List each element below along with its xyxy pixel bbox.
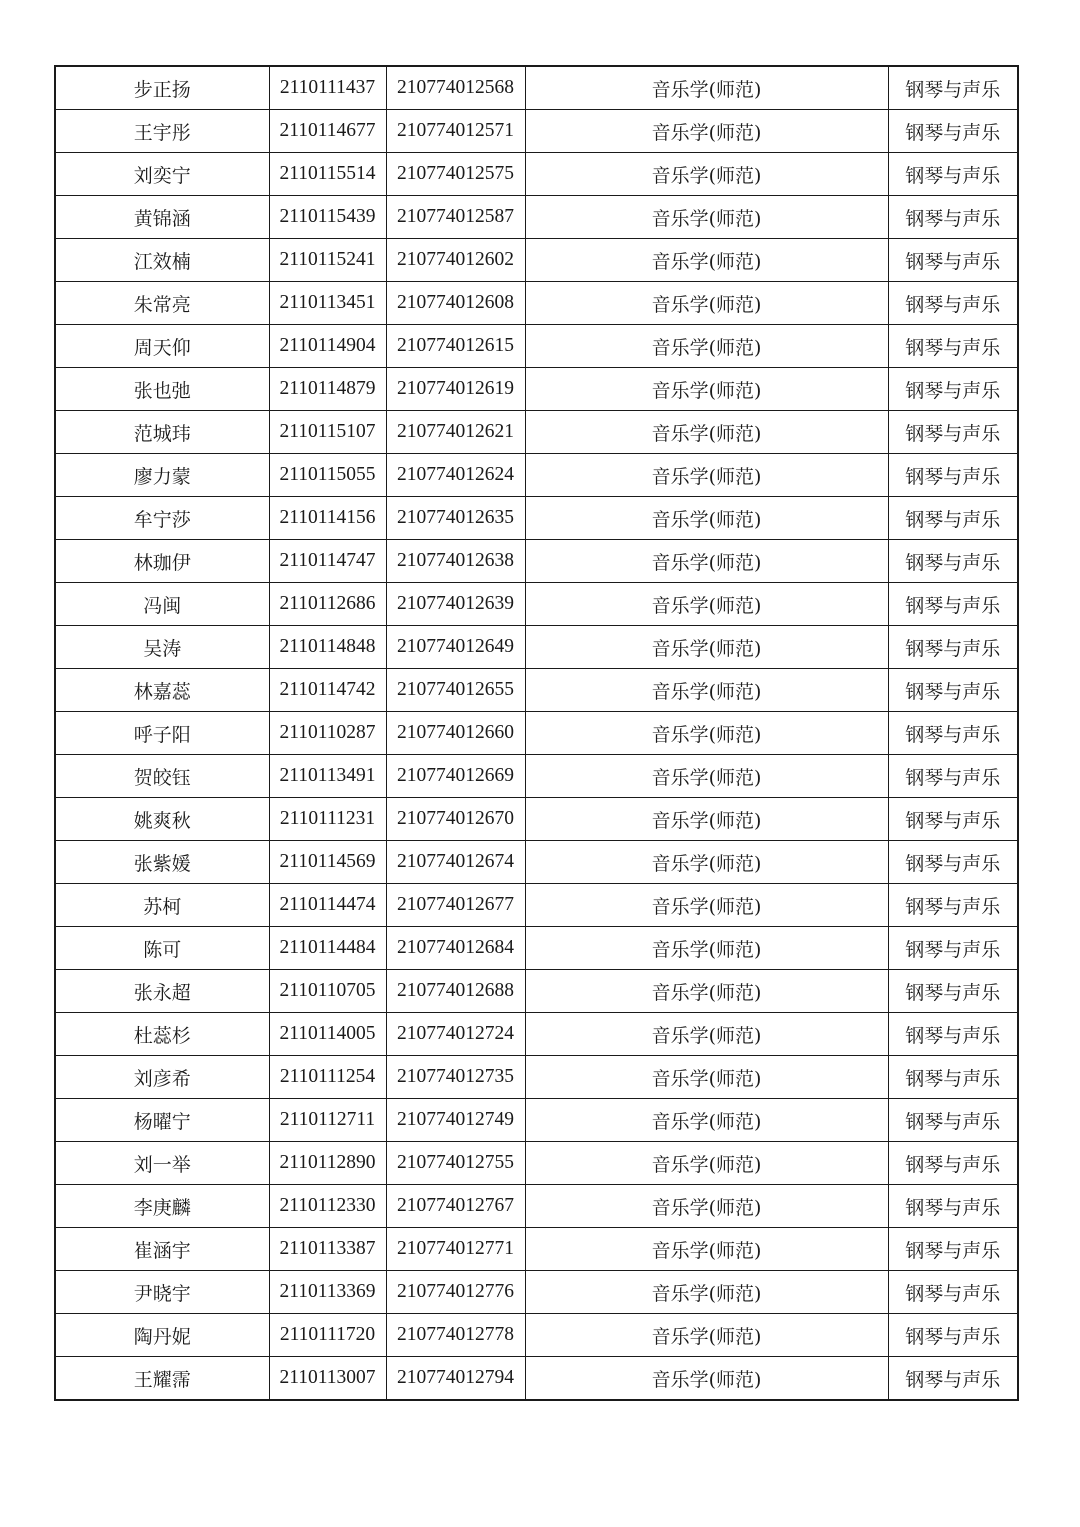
major-cell: 音乐学(师范)	[525, 239, 888, 282]
exam-number-cell: 2110115241	[269, 239, 386, 282]
candidate-number-cell: 210774012684	[386, 927, 525, 970]
table-row	[55, 626, 1018, 669]
direction-cell: 钢琴与声乐	[888, 669, 1018, 712]
major-cell: 音乐学(师范)	[525, 798, 888, 841]
candidate-number-cell: 210774012615	[386, 325, 525, 368]
candidate-number-cell: 210774012755	[386, 1142, 525, 1185]
major-cell: 音乐学(师范)	[525, 1099, 888, 1142]
table-row	[55, 1271, 1018, 1314]
major-cell: 音乐学(师范)	[525, 927, 888, 970]
candidate-number-cell: 210774012619	[386, 368, 525, 411]
table-row	[55, 884, 1018, 927]
direction-cell: 钢琴与声乐	[888, 325, 1018, 368]
major-cell: 音乐学(师范)	[525, 196, 888, 239]
direction-cell: 钢琴与声乐	[888, 970, 1018, 1013]
major-cell: 音乐学(师范)	[525, 884, 888, 927]
major-cell: 音乐学(师范)	[525, 626, 888, 669]
major-cell: 音乐学(师范)	[525, 110, 888, 153]
direction-cell: 钢琴与声乐	[888, 1357, 1018, 1401]
exam-number-cell: 2110112890	[269, 1142, 386, 1185]
student-name-cell: 冯闽	[55, 583, 269, 626]
student-name-cell: 刘彦希	[55, 1056, 269, 1099]
exam-number-cell: 2110114742	[269, 669, 386, 712]
table-row	[55, 368, 1018, 411]
table-row	[55, 66, 1018, 110]
candidate-number-cell: 210774012624	[386, 454, 525, 497]
table-row	[55, 1056, 1018, 1099]
candidate-number-cell: 210774012724	[386, 1013, 525, 1056]
table-row	[55, 798, 1018, 841]
table-row	[55, 239, 1018, 282]
direction-cell: 钢琴与声乐	[888, 1099, 1018, 1142]
direction-cell: 钢琴与声乐	[888, 110, 1018, 153]
student-name-cell: 牟宁莎	[55, 497, 269, 540]
direction-cell: 钢琴与声乐	[888, 583, 1018, 626]
table-row	[55, 1357, 1018, 1401]
candidate-number-cell: 210774012587	[386, 196, 525, 239]
student-name-cell: 王宇彤	[55, 110, 269, 153]
major-cell: 音乐学(师范)	[525, 1271, 888, 1314]
student-name-cell: 吴涛	[55, 626, 269, 669]
direction-cell: 钢琴与声乐	[888, 1056, 1018, 1099]
exam-number-cell: 2110114879	[269, 368, 386, 411]
direction-cell: 钢琴与声乐	[888, 239, 1018, 282]
major-cell: 音乐学(师范)	[525, 368, 888, 411]
table-row	[55, 1314, 1018, 1357]
exam-number-cell: 2110110705	[269, 970, 386, 1013]
major-cell: 音乐学(师范)	[525, 1314, 888, 1357]
candidate-number-cell: 210774012670	[386, 798, 525, 841]
student-name-cell: 呼子阳	[55, 712, 269, 755]
student-name-cell: 黄锦涵	[55, 196, 269, 239]
major-cell: 音乐学(师范)	[525, 1142, 888, 1185]
direction-cell: 钢琴与声乐	[888, 540, 1018, 583]
student-name-cell: 林嘉蕊	[55, 669, 269, 712]
exam-number-cell: 2110114848	[269, 626, 386, 669]
major-cell: 音乐学(师范)	[525, 411, 888, 454]
table-row	[55, 841, 1018, 884]
candidate-number-cell: 210774012776	[386, 1271, 525, 1314]
direction-cell: 钢琴与声乐	[888, 1013, 1018, 1056]
candidate-number-cell: 210774012575	[386, 153, 525, 196]
candidate-number-cell: 210774012571	[386, 110, 525, 153]
student-name-cell: 尹晓宇	[55, 1271, 269, 1314]
candidate-number-cell: 210774012677	[386, 884, 525, 927]
major-cell: 音乐学(师范)	[525, 1056, 888, 1099]
exam-number-cell: 2110111720	[269, 1314, 386, 1357]
student-name-cell: 张也弛	[55, 368, 269, 411]
exam-number-cell: 2110114484	[269, 927, 386, 970]
direction-cell: 钢琴与声乐	[888, 454, 1018, 497]
student-name-cell: 周天仰	[55, 325, 269, 368]
direction-cell: 钢琴与声乐	[888, 196, 1018, 239]
candidate-number-cell: 210774012674	[386, 841, 525, 884]
exam-number-cell: 2110115514	[269, 153, 386, 196]
exam-number-cell: 2110114156	[269, 497, 386, 540]
direction-cell: 钢琴与声乐	[888, 497, 1018, 540]
candidate-number-cell: 210774012568	[386, 66, 525, 110]
direction-cell: 钢琴与声乐	[888, 927, 1018, 970]
student-name-cell: 江效楠	[55, 239, 269, 282]
candidate-number-cell: 210774012778	[386, 1314, 525, 1357]
table-row	[55, 454, 1018, 497]
exam-number-cell: 2110114677	[269, 110, 386, 153]
table-row	[55, 110, 1018, 153]
student-name-cell: 陈可	[55, 927, 269, 970]
major-cell: 音乐学(师范)	[525, 282, 888, 325]
exam-number-cell: 2110114904	[269, 325, 386, 368]
student-name-cell: 姚爽秋	[55, 798, 269, 841]
exam-number-cell: 2110114747	[269, 540, 386, 583]
student-name-cell: 杨曜宁	[55, 1099, 269, 1142]
student-name-cell: 步正扬	[55, 66, 269, 110]
exam-number-cell: 2110115439	[269, 196, 386, 239]
major-cell: 音乐学(师范)	[525, 540, 888, 583]
direction-cell: 钢琴与声乐	[888, 841, 1018, 884]
table-row	[55, 927, 1018, 970]
exam-number-cell: 2110115055	[269, 454, 386, 497]
direction-cell: 钢琴与声乐	[888, 1228, 1018, 1271]
major-cell: 音乐学(师范)	[525, 1228, 888, 1271]
table-row	[55, 325, 1018, 368]
exam-number-cell: 2110111437	[269, 66, 386, 110]
major-cell: 音乐学(师范)	[525, 669, 888, 712]
candidate-number-cell: 210774012621	[386, 411, 525, 454]
student-name-cell: 张紫媛	[55, 841, 269, 884]
table-row	[55, 1185, 1018, 1228]
student-name-cell: 苏柯	[55, 884, 269, 927]
candidate-number-cell: 210774012602	[386, 239, 525, 282]
student-name-cell: 崔涵宇	[55, 1228, 269, 1271]
candidate-number-cell: 210774012767	[386, 1185, 525, 1228]
student-name-cell: 朱常亮	[55, 282, 269, 325]
table-row	[55, 411, 1018, 454]
major-cell: 音乐学(师范)	[525, 454, 888, 497]
direction-cell: 钢琴与声乐	[888, 411, 1018, 454]
table-row	[55, 1013, 1018, 1056]
student-name-cell: 陶丹妮	[55, 1314, 269, 1357]
candidate-number-cell: 210774012655	[386, 669, 525, 712]
candidate-number-cell: 210774012735	[386, 1056, 525, 1099]
candidate-number-cell: 210774012771	[386, 1228, 525, 1271]
candidate-number-cell: 210774012688	[386, 970, 525, 1013]
table-row	[55, 1099, 1018, 1142]
exam-number-cell: 2110112686	[269, 583, 386, 626]
table-row	[55, 1228, 1018, 1271]
candidate-number-cell: 210774012660	[386, 712, 525, 755]
major-cell: 音乐学(师范)	[525, 755, 888, 798]
table-row	[55, 282, 1018, 325]
major-cell: 音乐学(师范)	[525, 1013, 888, 1056]
student-name-cell: 王耀霈	[55, 1357, 269, 1401]
direction-cell: 钢琴与声乐	[888, 712, 1018, 755]
table-row	[55, 196, 1018, 239]
exam-number-cell: 2110111231	[269, 798, 386, 841]
direction-cell: 钢琴与声乐	[888, 626, 1018, 669]
candidate-number-cell: 210774012608	[386, 282, 525, 325]
student-name-cell: 李庚麟	[55, 1185, 269, 1228]
direction-cell: 钢琴与声乐	[888, 755, 1018, 798]
exam-number-cell: 2110115107	[269, 411, 386, 454]
exam-number-cell: 2110113369	[269, 1271, 386, 1314]
table-row	[55, 755, 1018, 798]
direction-cell: 钢琴与声乐	[888, 798, 1018, 841]
student-name-cell: 刘一举	[55, 1142, 269, 1185]
candidate-number-cell: 210774012794	[386, 1357, 525, 1401]
exam-number-cell: 2110113007	[269, 1357, 386, 1401]
exam-number-cell: 2110112711	[269, 1099, 386, 1142]
direction-cell: 钢琴与声乐	[888, 1142, 1018, 1185]
major-cell: 音乐学(师范)	[525, 841, 888, 884]
table-row	[55, 970, 1018, 1013]
student-name-cell: 张永超	[55, 970, 269, 1013]
major-cell: 音乐学(师范)	[525, 66, 888, 110]
direction-cell: 钢琴与声乐	[888, 884, 1018, 927]
major-cell: 音乐学(师范)	[525, 970, 888, 1013]
exam-number-cell: 2110110287	[269, 712, 386, 755]
table-row	[55, 1142, 1018, 1185]
table-row	[55, 712, 1018, 755]
candidate-number-cell: 210774012649	[386, 626, 525, 669]
major-cell: 音乐学(师范)	[525, 712, 888, 755]
major-cell: 音乐学(师范)	[525, 325, 888, 368]
exam-number-cell: 2110114569	[269, 841, 386, 884]
direction-cell: 钢琴与声乐	[888, 1185, 1018, 1228]
student-name-cell: 刘奕宁	[55, 153, 269, 196]
student-name-cell: 杜蕊杉	[55, 1013, 269, 1056]
exam-number-cell: 2110113451	[269, 282, 386, 325]
major-cell: 音乐学(师范)	[525, 1357, 888, 1401]
exam-number-cell: 2110112330	[269, 1185, 386, 1228]
major-cell: 音乐学(师范)	[525, 497, 888, 540]
major-cell: 音乐学(师范)	[525, 583, 888, 626]
direction-cell: 钢琴与声乐	[888, 1314, 1018, 1357]
major-cell: 音乐学(师范)	[525, 1185, 888, 1228]
student-name-cell: 范城玮	[55, 411, 269, 454]
exam-number-cell: 2110114474	[269, 884, 386, 927]
student-name-cell: 廖力蒙	[55, 454, 269, 497]
table-row	[55, 669, 1018, 712]
student-name-cell: 贺皎钰	[55, 755, 269, 798]
roster-table-body	[55, 66, 1018, 1400]
candidate-number-cell: 210774012638	[386, 540, 525, 583]
direction-cell: 钢琴与声乐	[888, 66, 1018, 110]
direction-cell: 钢琴与声乐	[888, 1271, 1018, 1314]
student-name-cell: 林珈伊	[55, 540, 269, 583]
exam-number-cell: 2110113387	[269, 1228, 386, 1271]
direction-cell: 钢琴与声乐	[888, 282, 1018, 325]
student-roster-table	[54, 65, 1019, 1401]
exam-number-cell: 2110111254	[269, 1056, 386, 1099]
candidate-number-cell: 210774012749	[386, 1099, 525, 1142]
table-row	[55, 540, 1018, 583]
table-row	[55, 153, 1018, 196]
direction-cell: 钢琴与声乐	[888, 153, 1018, 196]
candidate-number-cell: 210774012635	[386, 497, 525, 540]
candidate-number-cell: 210774012639	[386, 583, 525, 626]
major-cell: 音乐学(师范)	[525, 153, 888, 196]
table-row	[55, 497, 1018, 540]
direction-cell: 钢琴与声乐	[888, 368, 1018, 411]
candidate-number-cell: 210774012669	[386, 755, 525, 798]
exam-number-cell: 2110113491	[269, 755, 386, 798]
exam-number-cell: 2110114005	[269, 1013, 386, 1056]
table-row	[55, 583, 1018, 626]
